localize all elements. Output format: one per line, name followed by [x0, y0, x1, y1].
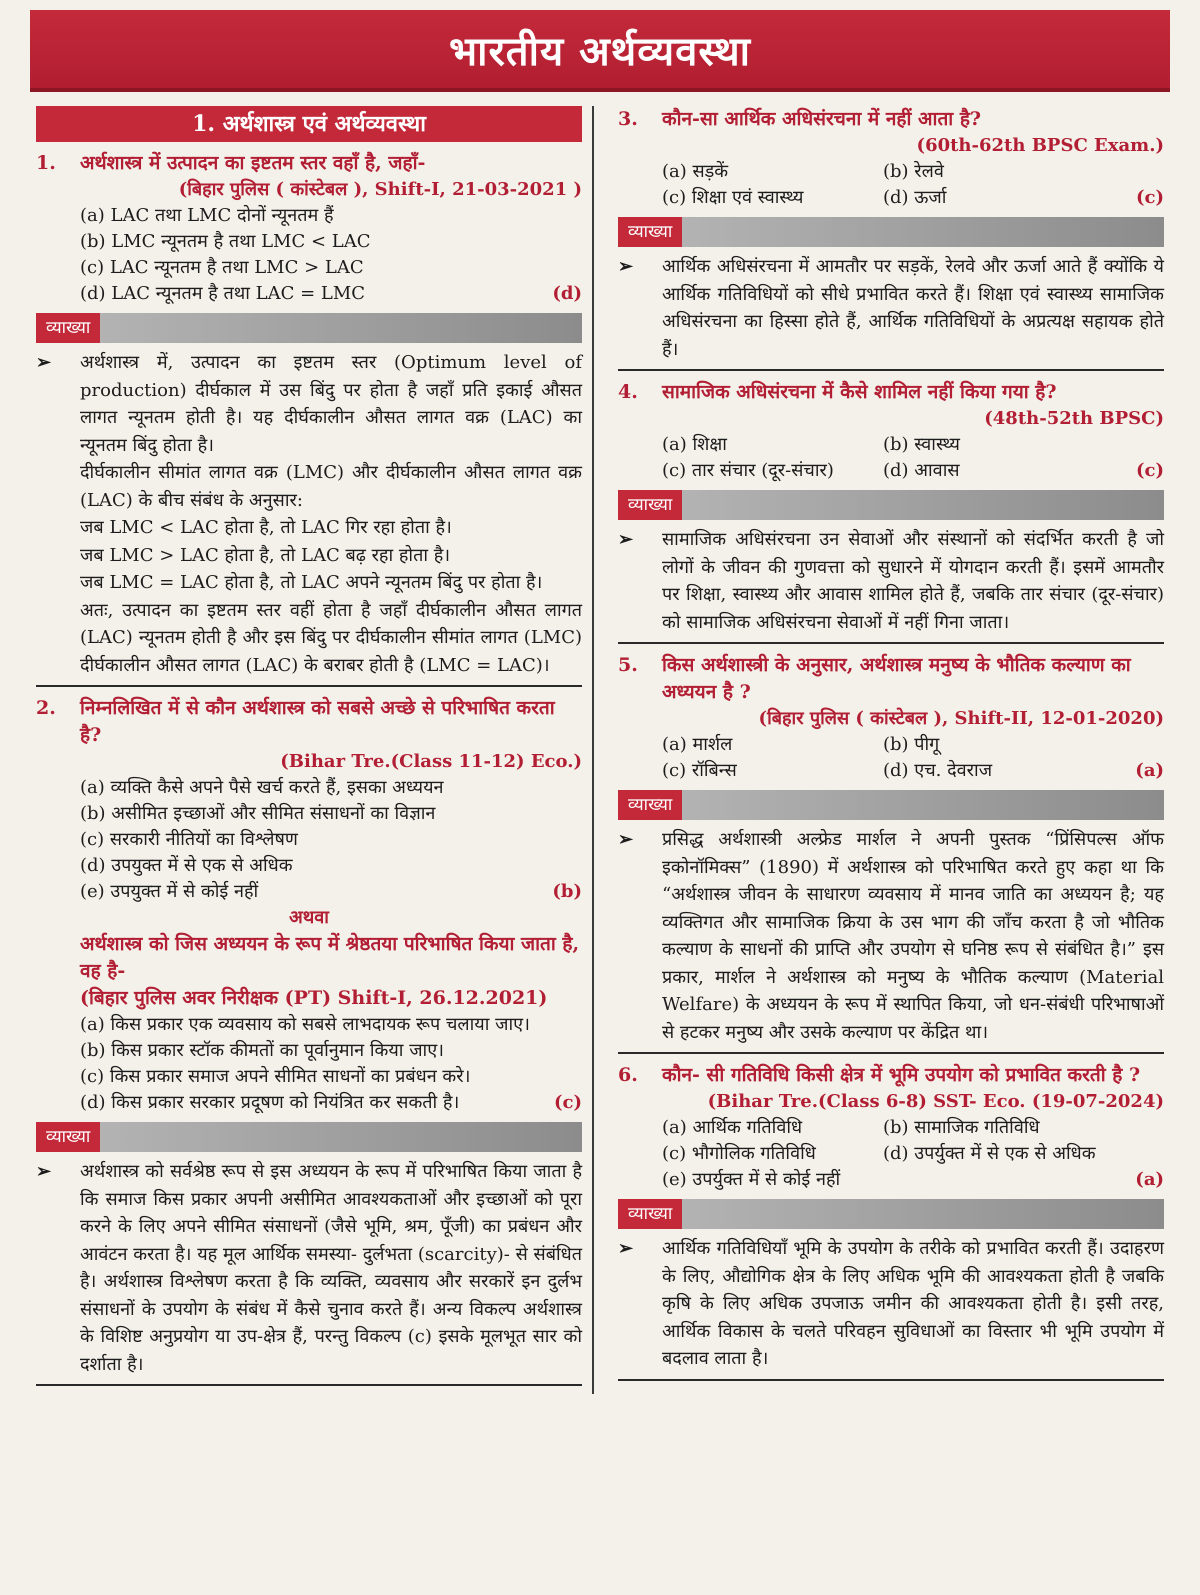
- option: (a) मार्शल: [662, 734, 733, 755]
- explanation: [618, 1235, 1164, 1373]
- option-row: [80, 281, 582, 307]
- question-source: (60th-62th BPSC Exam.): [916, 135, 1164, 156]
- right-column: [618, 106, 1164, 1394]
- explanation-text: अतः, उत्पादन का इष्टतम स्तर वहीं होता है जहाँ दीर्घकालीन औसत लागत (LAC) न्यूनतम होती है और इस बिंदु पर दीर्घकालीन सीमांत लागत (LMC) दीर्घकालीन औसत लागत (LAC) के बराबर होती है (LMC = LAC)।: [80, 599, 582, 676]
- answer: (c): [1136, 187, 1164, 208]
- explanation-header: [618, 790, 1164, 820]
- option-row: [80, 879, 582, 905]
- explanation-text: आर्थिक गतिविधियाँ भूमि के उपयोग के तरीके को प्रभावित करती हैं। उदाहरण के लिए, औद्योगिक क्षेत्र के लिए अधिक भूमि की आवश्यकता होती है जबकि कृषि के लिए अधिक उपजाऊ जमीन की आवश्यकता होती है। इसी तरह, आर्थिक विकास के चलते परिवहन सुविधाओं का विस्तार भी भूमि उपयोग में बदलाव लाता है।: [662, 1238, 1164, 1369]
- question-text: सामाजिक अधिसंरचना में कैसे शामिल नहीं किया गया है?: [662, 381, 1057, 403]
- explanation-header: [36, 1122, 582, 1152]
- options: [36, 1012, 582, 1116]
- or-label: अथवा: [289, 907, 329, 928]
- option: (a) शिक्षा: [662, 434, 727, 455]
- question-number: 2.: [36, 697, 56, 719]
- explanation: [618, 253, 1164, 363]
- explanation-label: व्याख्या: [618, 790, 682, 820]
- explanation-header: [618, 1199, 1164, 1229]
- question-number: 6.: [618, 1064, 638, 1086]
- options: [618, 159, 1164, 211]
- question-1: [36, 150, 582, 177]
- answer: (c): [554, 1092, 582, 1113]
- question-2: [36, 695, 582, 749]
- divider: [618, 1052, 1164, 1054]
- answer: (b): [552, 881, 582, 902]
- left-column: [36, 106, 594, 1394]
- arrow-icon: ➢: [618, 1238, 634, 1259]
- option: (d) उपयुक्त में से एक से अधिक: [80, 855, 293, 876]
- arrow-icon: ➢: [618, 256, 634, 277]
- page-title-banner: [30, 10, 1170, 92]
- question-number: 5.: [618, 654, 638, 676]
- answer: (d): [552, 283, 582, 304]
- section-title: 1. अर्थशास्त्र एवं अर्थव्यवस्था: [36, 106, 582, 142]
- page-title: भारतीय अर्थव्यवस्था: [448, 27, 752, 75]
- option: (e) उपयुक्त में से कोई नहीं: [80, 881, 259, 902]
- explanation-label: व्याख्या: [618, 1199, 682, 1229]
- question-text: कौन- सी गतिविधि किसी क्षेत्र में भूमि उपयोग को प्रभावित करती है ?: [662, 1064, 1141, 1086]
- option: (a) किस प्रकार एक व्यवसाय को सबसे लाभदायक रूप चलाया जाए।: [80, 1014, 530, 1035]
- options: [36, 203, 582, 307]
- arrow-icon: ➢: [618, 529, 634, 550]
- explanation-text: जब LMC = LAC होता है, तो LAC अपने न्यूनतम बिंदु पर होता है।: [80, 572, 543, 593]
- options: [36, 775, 582, 905]
- explanation-text: दीर्घकालीन सीमांत लागत वक्र (LMC) और दीर्घकालीन औसत लागत वक्र (LAC) के बीच संबंध के अनुसार:: [80, 462, 582, 511]
- question-text: किस अर्थशास्त्री के अनुसार, अर्थशास्त्र मनुष्य के भौतिक कल्याण का अध्ययन है ?: [662, 654, 1131, 703]
- option: (c) LAC न्यूनतम है तथा LMC > LAC: [80, 257, 364, 278]
- option: (c) किस प्रकार समाज अपने सीमित साधनों का प्रबंधन करे।: [80, 1066, 471, 1087]
- divider: [618, 642, 1164, 644]
- question-number: 3.: [618, 108, 638, 130]
- explanation-text: अर्थशास्त्र में, उत्पादन का इष्टतम स्तर (Optimum level of production) दीर्घकाल में उस बिंदु पर होता है जहाँ प्रति इकाई औसत लागत न्यूनतम होती है। यह दीर्घकालीन औसत लागत वक्र (LAC) का न्यूनतम बिंदु होता है।: [80, 352, 582, 456]
- explanation: [618, 526, 1164, 636]
- explanation-label: व्याख्या: [618, 490, 682, 520]
- alt-question-text: अर्थशास्त्र को जिस अध्ययन के रूप में श्रेष्ठतया परिभाषित किया जाता है, वह है-: [80, 933, 580, 982]
- question-4: [618, 379, 1164, 406]
- option: (e) उपर्युक्त में से कोई नहीं: [662, 1169, 841, 1190]
- divider: [36, 1384, 582, 1386]
- explanation-text: जब LMC > LAC होता है, तो LAC बढ़ रहा होता है।: [80, 544, 451, 566]
- explanation-text: आर्थिक अधिसंरचना में आमतौर पर सड़कें, रेलवे और ऊर्जा आते हैं क्योंकि ये आर्थिक गतिविधियों को सीधे प्रभावित करते हैं। शिक्षा एवं स्वास्थ्य सामाजिक अधिसंरचना का हिस्सा होते हैं, आर्थिक गतिविधियों के अप्रत्यक्ष सहायक होते हैं।: [662, 256, 1164, 360]
- option: (c) भौगोलिक गतिविधि: [662, 1143, 816, 1164]
- options: [618, 1115, 1164, 1193]
- arrow-icon: ➢: [36, 1161, 52, 1182]
- option: (d) किस प्रकार सरकार प्रदूषण को नियंत्रित कर सकती है।: [80, 1092, 460, 1113]
- options: [618, 732, 1164, 784]
- option: (d) LAC न्यूनतम है तथा LAC = LMC: [80, 283, 366, 304]
- option: (c) तार संचार (दूर-संचार): [662, 460, 834, 481]
- option-row: [80, 1090, 582, 1116]
- option: (d) ऊर्जा: [883, 187, 947, 208]
- explanation: [36, 1158, 582, 1378]
- options: [618, 432, 1164, 484]
- explanation-text: अर्थशास्त्र को सर्वश्रेष्ठ रूप से इस अध्ययन के रूप में परिभाषित किया जाता है कि समाज किस प्रकार अपनी असीमित आवश्यकताओं और इच्छाओं को पूरा करने के लिए अपने सीमित संसाधनों (जैसे भूमि, श्रम, पूँजी) का प्रबंधन और आवंटन करता है। यह मूल आर्थिक समस्या- दुर्लभता (scarcity)- से संबंधित है। अर्थशास्त्र विश्लेषण करता है कि व्यक्ति, व्यवसाय और सरकारें इन दुर्लभ संसाधनों के उपयोग के संबंध में कैसे चुनाव करते हैं। अन्य विकल्प अर्थशास्त्र के विशिष्ट अनुप्रयोग या उप-क्षेत्र हैं, परन्तु विकल्प (c) इसके मूलभूत सार को दर्शाता है।: [80, 1161, 582, 1375]
- question-text: अर्थशास्त्र में उत्पादन का इष्टतम स्तर वहाँ है, जहाँ-: [80, 152, 426, 174]
- option: (c) शिक्षा एवं स्वास्थ्य: [662, 187, 804, 208]
- option: (b) रेलवे: [883, 161, 944, 182]
- explanation-label: व्याख्या: [36, 313, 100, 343]
- question-text: निम्नलिखित में से कौन अर्थशास्त्र को सबसे अच्छे से परिभाषित करता है?: [80, 697, 555, 746]
- option: (b) पीगू: [883, 734, 940, 755]
- question-6: [618, 1062, 1164, 1089]
- question-source: (बिहार पुलिस ( कांस्टेबल ), Shift-I, 21-03-2021 ): [178, 179, 582, 200]
- explanation-text: प्रसिद्ध अर्थशास्त्री अल्फ्रेड मार्शल ने अपनी पुस्तक “प्रिंसिपल्स ऑफ इकोनॉमिक्स” (1890) में अर्थशास्त्र को परिभाषित करते हुए कहा था कि “अर्थशास्त्र जीवन के साधारण व्यवसाय में मानव जाति का अध्ययन है; यह व्यक्तिगत और सामाजिक क्रिया के उस भाग की जाँच करता है जो भौतिक कल्याण के साधनों की प्राप्ति और उपयोग से घनिष्ठ रूप से संबंधित है।” इस प्रकार, मार्शल ने अर्थशास्त्र को मनुष्य के भौतिक कल्याण (Material Welfare) के अध्ययन के रूप में स्थापित किया, जो धन-संबंधी परिभाषाओं से हटकर मनुष्य और उसके कल्याण पर केंद्रित था।: [662, 829, 1164, 1043]
- option: (b) सामाजिक गतिविधि: [883, 1117, 1040, 1138]
- explanation-text: सामाजिक अधिसंरचना उन सेवाओं और संस्थानों को संदर्भित करती है जो लोगों के जीवन की गुणवत्ता को सुधारने में योगदान करती हैं। इसमें आमतौर पर शिक्षा, स्वास्थ्य और आवास शामिल होते हैं, जबकि तार संचार (दूर-संचार) को सामाजिक अधिसंरचना सेवाओं में नहीं गिना जाता।: [662, 529, 1164, 633]
- alt-question-source: (बिहार पुलिस अवर निरीक्षक (PT) Shift-I, 26.12.2021): [80, 987, 548, 1009]
- arrow-icon: ➢: [618, 829, 634, 850]
- arrow-icon: ➢: [36, 352, 52, 373]
- answer: (c): [1136, 460, 1164, 481]
- question-5: [618, 652, 1164, 706]
- option: (d) आवास: [883, 460, 960, 481]
- explanation: [36, 349, 582, 679]
- option: (d) उपर्युक्त में से एक से अधिक: [883, 1143, 1096, 1164]
- question-source: (48th-52th BPSC): [984, 408, 1164, 429]
- option: (c) सरकारी नीतियों का विश्लेषण: [80, 829, 298, 850]
- option: (c) रॉबिन्स: [662, 760, 737, 781]
- option: (b) स्वास्थ्य: [883, 434, 960, 455]
- question-number: 1.: [36, 152, 56, 174]
- answer: (a): [1135, 760, 1164, 781]
- explanation-label: व्याख्या: [618, 217, 682, 247]
- option: (d) एच. देवराज: [883, 760, 993, 781]
- option: (b) असीमित इच्छाओं और सीमित संसाधनों का विज्ञान: [80, 803, 436, 824]
- divider: [618, 369, 1164, 371]
- option: (a) व्यक्ति कैसे अपने पैसे खर्च करते हैं, इसका अध्ययन: [80, 777, 444, 798]
- divider: [618, 1379, 1164, 1381]
- option: (a) LAC तथा LMC दोनों न्यूनतम हैं: [80, 205, 334, 226]
- option: (a) सड़कें: [662, 161, 729, 182]
- question-number: 4.: [618, 381, 638, 403]
- explanation-header: [618, 490, 1164, 520]
- question-source: (बिहार पुलिस ( कांस्टेबल ), Shift-II, 12-01-2020): [758, 708, 1164, 729]
- question-source: (Bihar Tre.(Class 11-12) Eco.): [280, 751, 582, 772]
- question-source: (Bihar Tre.(Class 6-8) SST- Eco. (19-07-2024): [707, 1091, 1164, 1112]
- question-3: [618, 106, 1164, 133]
- option: (a) आर्थिक गतिविधि: [662, 1117, 803, 1138]
- question-text: कौन-सा आर्थिक अधिसंरचना में नहीं आता है?: [662, 108, 982, 130]
- columns: [36, 106, 1164, 1394]
- explanation-text: जब LMC < LAC होता है, तो LAC गिर रहा होता है।: [80, 517, 452, 538]
- answer: (a): [1135, 1169, 1164, 1190]
- explanation-header: [36, 313, 582, 343]
- explanation-label: व्याख्या: [36, 1122, 100, 1152]
- option: (b) LMC न्यूनतम है तथा LMC < LAC: [80, 231, 371, 252]
- divider: [36, 685, 582, 687]
- explanation-header: [618, 217, 1164, 247]
- explanation: [618, 826, 1164, 1046]
- option: (b) किस प्रकार स्टॉक कीमतों का पूर्वानुमान किया जाए।: [80, 1040, 444, 1061]
